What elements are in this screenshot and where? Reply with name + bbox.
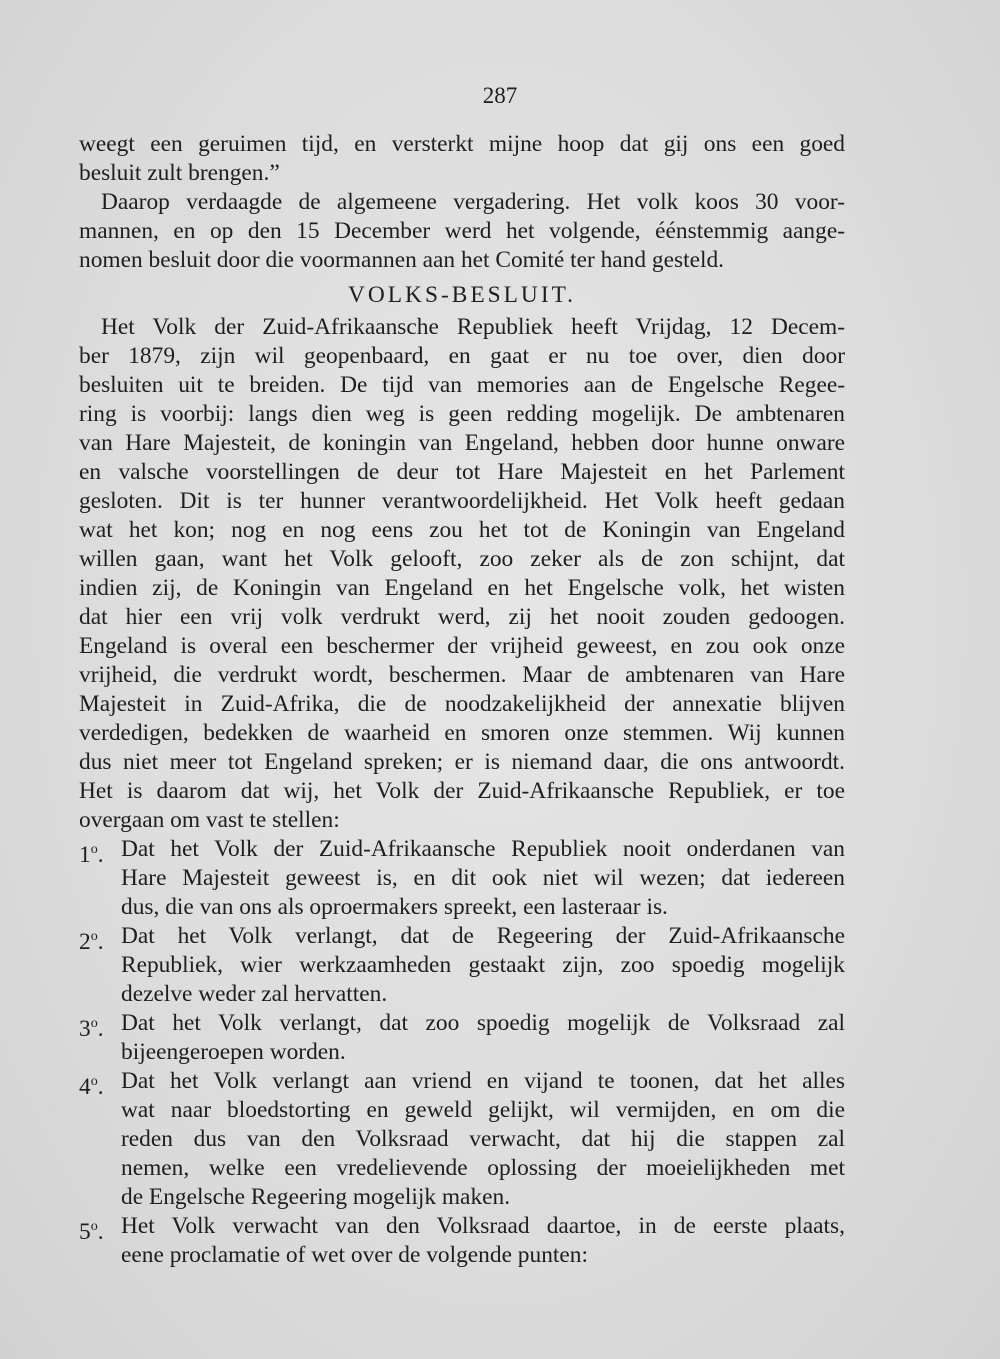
text-line: wat het kon; nog en nog eens zou het tot de Koningin van Engeland bbox=[79, 517, 845, 543]
page-text bbox=[79, 130, 845, 1270]
text-line: en valsche voorstellingen de deur tot Hare Majesteit en het Parlement bbox=[79, 459, 845, 485]
text-line: weegt een geruimen tijd, en versterkt mijne hoop dat gij ons een goed bbox=[79, 131, 845, 157]
text-line: gesloten. Dit is ter hunner verantwoordelijkheid. Het Volk heeft gedaan bbox=[79, 488, 845, 514]
text-line: Dat het Volk verlangt, dat de Regeering der Zuid-Afrikaansche bbox=[121, 923, 845, 949]
text-line: Engeland is overal een beschermer der vrijheid geweest, en zou ook onze bbox=[79, 633, 845, 659]
text-line: Majesteit in Zuid-Afrika, die de noodzakelijkheid der annexatie blijven bbox=[79, 691, 845, 717]
text-line: Het Volk verwacht van den Volksraad daartoe, in de eerste plaats, bbox=[121, 1213, 845, 1239]
list-item bbox=[79, 922, 845, 1009]
text-line: Daarop verdaagde de algemeene vergadering. Het volk koos 30 voor- bbox=[101, 189, 845, 215]
list-item bbox=[79, 835, 845, 922]
section-heading: VOLKS-BESLUIT. bbox=[347, 282, 577, 308]
text-line: vrijheid, die verdrukt wordt, beschermen. Maar de ambtenaren van Hare bbox=[79, 662, 845, 688]
list-item bbox=[79, 1009, 845, 1067]
text-line: besluiten uit te breiden. De tijd van memories aan de Engelsche Regee- bbox=[79, 372, 845, 398]
text-line: eene proclamatie of wet over de volgende punten: bbox=[121, 1242, 588, 1268]
text-line: verdedigen, bedekken de waarheid en smoren onze stemmen. Wij kunnen bbox=[79, 720, 845, 746]
text-line: dat hier een vrij volk verdrukt werd, zij het nooit zouden gedoogen. bbox=[79, 604, 845, 630]
item-number: 5$^o$. bbox=[79, 1218, 104, 1245]
text-line: wat naar bloedstorting en geweld gelijkt, wil vermijden, en om die bbox=[121, 1097, 845, 1123]
text-line: Dat het Volk verlangt, dat zoo spoedig mogelijk de Volksraad zal bbox=[121, 1010, 845, 1036]
text-line: mannen, en op den 15 December werd het volgende, éénstemmig aange- bbox=[79, 218, 845, 244]
text-line: Republiek, wier werkzaamheden gestaakt zijn, zoo spoedig mogelijk bbox=[121, 952, 845, 978]
text-line: reden dus van den Volksraad verwacht, dat hij die stappen zal bbox=[121, 1126, 845, 1152]
text-line: dus niet meer tot Engeland spreken; er is niemand daar, die ons antwoordt. bbox=[79, 749, 845, 775]
text-line: Het Volk der Zuid-Afrikaansche Republiek heeft Vrijdag, 12 Decem- bbox=[101, 314, 845, 340]
text-line: nomen besluit door die voormannen aan het Comité ter hand gesteld. bbox=[79, 247, 725, 273]
text-line: Het is daarom dat wij, het Volk der Zuid-Afrikaansche Republiek, er toe bbox=[79, 778, 845, 804]
item-number: 3$^o$. bbox=[79, 1015, 104, 1042]
text-line: nemen, welke een vredelievende oplossing der moeielijkheden met bbox=[121, 1155, 845, 1181]
list-item bbox=[79, 1067, 845, 1212]
text-line: indien zij, de Koningin van Engeland en het Engelsche volk, het wisten bbox=[79, 575, 845, 601]
page-number: 287 bbox=[482, 83, 518, 108]
item-number: 2$^o$. bbox=[79, 928, 104, 955]
text-line: willen gaan, want het Volk gelooft, zoo zeker als de zon schijnt, dat bbox=[79, 546, 845, 572]
text-line: Dat het Volk verlangt aan vriend en vijand te toonen, dat het alles bbox=[121, 1068, 845, 1094]
text-line: ring is voorbij: langs dien weg is geen redding mogelijk. De ambtenaren bbox=[79, 401, 845, 427]
item-number: 4$^o$. bbox=[79, 1073, 104, 1100]
text-line: ber 1879, zijn wil geopenbaard, en gaat er nu toe over, dien door bbox=[79, 343, 845, 369]
text-line: dezelve weder zal hervatten. bbox=[121, 981, 388, 1007]
text-line: overgaan om vast te stellen: bbox=[79, 807, 340, 833]
text-line: besluit zult brengen.” bbox=[79, 160, 280, 186]
text-line: de Engelsche Regeering mogelijk maken. bbox=[121, 1184, 511, 1210]
text-line: bijeengeroepen worden. bbox=[121, 1039, 346, 1065]
text-line: Dat het Volk der Zuid-Afrikaansche Republiek nooit onderdanen van bbox=[121, 836, 845, 862]
text-line: Hare Majesteit geweest is, en dit ook niet wil wezen; dat iedereen bbox=[121, 865, 845, 891]
text-line: dus, die van ons als oproermakers spreekt, een lasteraar is. bbox=[121, 894, 668, 920]
list-item bbox=[79, 1212, 845, 1270]
item-number: 1$^o$. bbox=[79, 841, 104, 868]
text-line: van Hare Majesteit, de koningin van Engeland, hebben door hunne onware bbox=[79, 430, 845, 456]
